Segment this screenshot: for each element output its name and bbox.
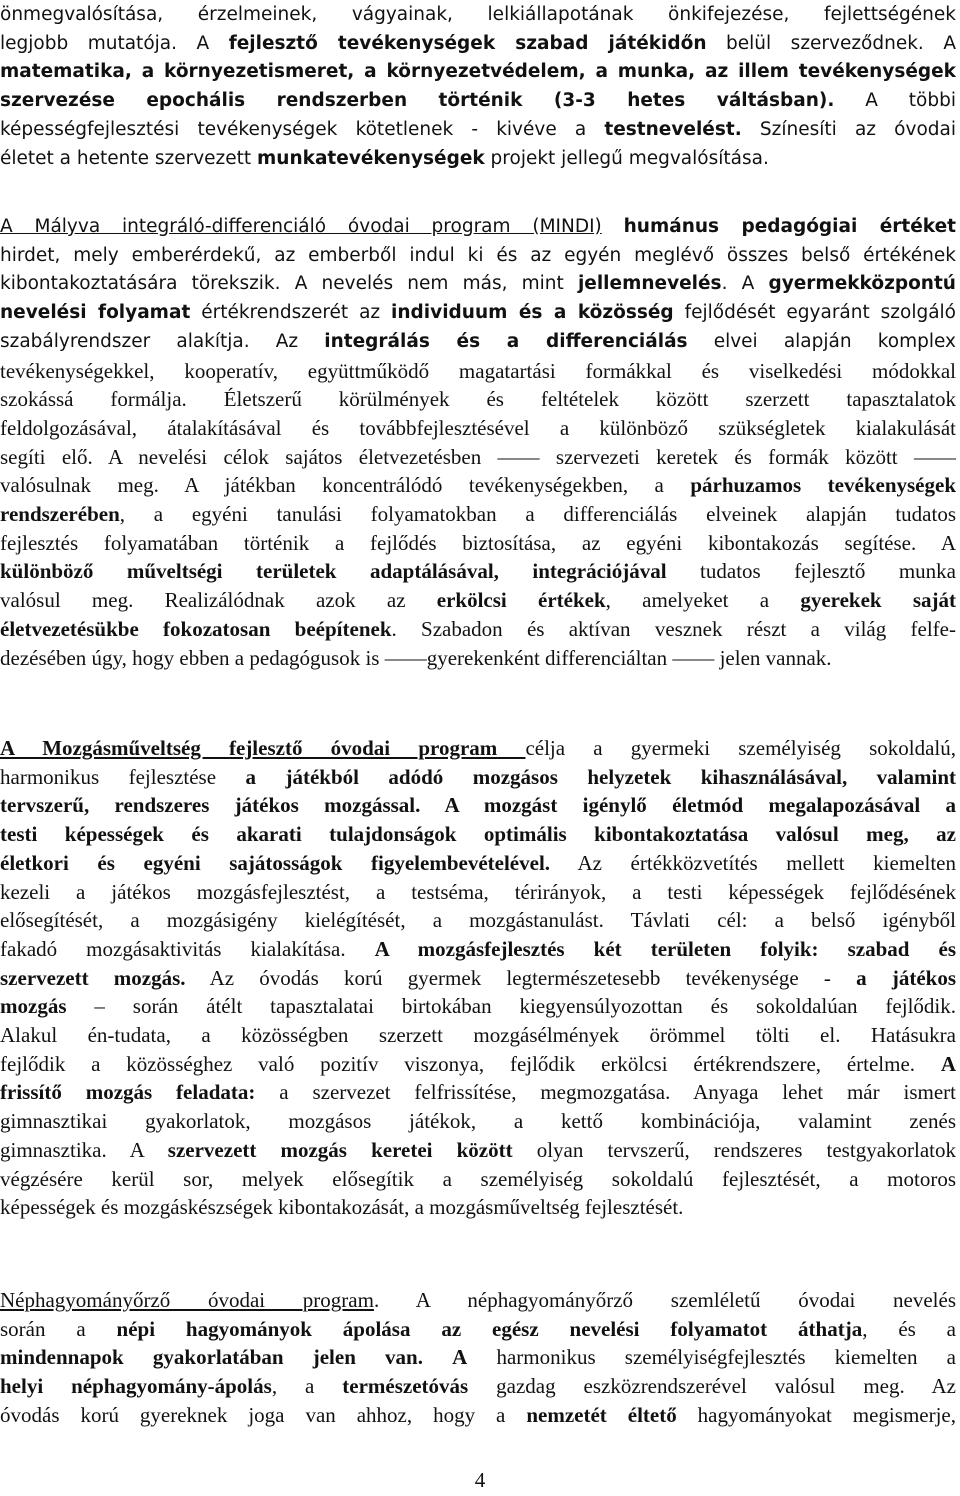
text-line	[0, 733, 956, 763]
text-run: legjobb mutatója. A	[0, 32, 229, 54]
text-line	[0, 1342, 956, 1372]
bold-text: testnevelést.	[604, 118, 742, 140]
text-line	[0, 0, 956, 30]
text-line	[0, 86, 956, 116]
text-line	[0, 819, 956, 849]
text-run: fejlődik a közösséghez való pozitív viszonya, fejlődik erkölcsi értékrendszere, értelme.	[0, 1051, 941, 1076]
bold-text: gyermekközpontú	[768, 273, 956, 295]
text-line	[0, 269, 956, 299]
text-run: , a egyéni tanulási folyamatokban a differenciálás elveinek alapján tudatos	[119, 502, 956, 526]
bold-text: rendszerében	[0, 502, 120, 526]
text-line	[0, 413, 956, 443]
page-number: 4	[474, 1468, 486, 1492]
text-line	[0, 327, 956, 357]
bold-text: testi képességek és akarati tulajdonságok optimális kibontakoztatása valósul meg, az	[0, 822, 956, 847]
text-run: fejlődését egyaránt szolgáló	[673, 302, 956, 324]
text-run: hirdet, mely emberérdekű, az emberből indul ki és az egyén meglévő összes belső értékének	[0, 244, 956, 266]
text-run: gimnasztikai gyakorlatok, mozgásos játékok, a kettő kombinációja, valamint zenés	[0, 1109, 956, 1134]
bold-text: szervezett mozgás.	[0, 965, 186, 990]
bold-text: humánus pedagógiai értéket	[623, 216, 956, 237]
bold-text: matematika, a környezetismeret, a környezetvédelem, a munka, az illem tevékenységek	[0, 61, 956, 83]
text-line	[0, 905, 956, 935]
text-run: dezésében úgy, hogy ebben a pedagógusok is ——gyerekenként differenciáltan —— jelen vannak.	[0, 645, 832, 670]
text-line	[0, 1164, 956, 1194]
text-run: gimnasztika. A	[0, 1137, 168, 1162]
bold-text: jellemnevelés	[577, 273, 722, 295]
bold-text: népi hagyományok ápolása az egész nevelési folyamatot áthatja	[116, 1316, 863, 1341]
text-run: gazdag eszközrendszerével valósul meg. Az	[468, 1374, 956, 1399]
text-run: A többi	[834, 90, 956, 112]
bold-text: a játékos	[856, 965, 956, 990]
text-run: fakadó mozgásaktivitás kialakítása.	[0, 936, 375, 961]
text-line	[0, 556, 956, 586]
text-run: segíti elő. A nevelési célok sajátos életvezetésben —— szervezeti keretek és formák között ——	[0, 444, 956, 469]
bold-text: A mozgásfejlesztés két területen folyik: szabad és	[374, 936, 956, 961]
text-line	[0, 212, 956, 242]
text-run: során a	[0, 1316, 117, 1341]
bold-text: erkölcsi értékek	[436, 588, 606, 613]
text-run: valósulnak meg. A játékban koncentrálódó tevékenységekben, a	[0, 473, 691, 498]
text-run: projekt jellegű megvalósítása.	[484, 147, 769, 169]
text-line	[0, 1135, 956, 1165]
text-run: Színesíti az óvodai	[741, 118, 956, 140]
text-run: életet a hetente szervezett	[0, 147, 258, 169]
text-run: . A néphagyományőrző szemléletű óvodai nevelés	[373, 1288, 956, 1312]
underlined-text: A Mályva integráló-differenciáló óvodai program (MINDI)	[0, 216, 602, 237]
bold-text: munkatevékenységek	[257, 147, 485, 169]
text-run: hagyományokat megismerje,	[676, 1402, 956, 1427]
text-run: szokássá formálja. Életszerű körülmények és feltételek között szerzett tapasztalatok	[0, 387, 956, 412]
text-line	[0, 1020, 956, 1050]
bold-text: frissítő mozgás feladata:	[0, 1080, 256, 1105]
text-run: feldolgozásával, átalakításával és továbbfejlesztésével a különböző szükségletek kialakulását	[0, 415, 956, 440]
text-run: olyan tervszerű, rendszeres testgyakorlatok	[512, 1137, 956, 1162]
text-run: – során átélt tapasztalatai birtokában kiegyensúlyozottan és sokoldalúan fejlődik.	[66, 994, 956, 1019]
text-line	[0, 499, 956, 529]
bold-text: szervezett mozgás keretei között	[167, 1137, 513, 1162]
bold-text: szervezése epochális rendszerben történik (3-3 hetes váltásban).	[0, 90, 835, 112]
text-run: Az értékközvetítés mellett kiemelten	[550, 850, 956, 875]
text-run: tevékenységekkel, kooperatív, együttműködő magatartási formákkal és viselkedési módokkal	[0, 358, 956, 383]
text-run: . Szabadon és aktívan vesznek részt a világ felfe-	[391, 616, 956, 641]
text-line	[0, 614, 956, 644]
text-line	[0, 356, 956, 386]
text-run: kezeli a játékos mozgásfejlesztést, a testséma, térirányok, a testi képességek fejlődésének	[0, 879, 956, 904]
text-line	[0, 991, 956, 1021]
bold-text: individuum és a közösség	[391, 302, 674, 324]
text-line	[0, 963, 956, 993]
text-line	[0, 384, 956, 414]
text-run: kibontakoztatására törekszik. A nevelés nem más, mint	[0, 273, 578, 295]
text-line	[0, 1077, 956, 1107]
text-run: Az óvodás korú gyermek legtermészetesebb tevékenysége -	[185, 965, 857, 990]
bold-text: fejlesztő tevékenységek szabad játékidőn	[228, 32, 707, 54]
text-run: harmonikus személyiségfejlesztés kiemelten a	[467, 1345, 956, 1370]
bold-text: A Mozgásműveltség fejlesztő óvodai program	[0, 736, 526, 760]
bold-text: mindennapok gyakorlatában jelen van.	[0, 1345, 423, 1370]
text-line	[0, 298, 956, 328]
text-line	[0, 144, 956, 174]
text-run: elősegítését, a mozgásigény kielégítését, a mozgástanulást. Távlati cél: a belső igényből	[0, 908, 956, 933]
text-line	[0, 442, 956, 472]
bold-text: életvezetésükbe fokozatosan beépítenek	[0, 616, 392, 641]
text-line	[0, 1192, 956, 1222]
bold-text: nemzetét éltető	[526, 1402, 677, 1427]
text-run: a szervezet felfrissítése, megmozgatása. Anyaga lehet már ismert	[255, 1080, 956, 1105]
text-line	[0, 934, 956, 964]
text-run: célja a gyermeki személyiség sokoldalú,	[525, 736, 956, 760]
text-line	[0, 1285, 956, 1315]
underlined-text: Néphagyományőrző óvodai program	[0, 1288, 374, 1312]
bold-text: integrálás és a differenciálás	[324, 330, 688, 352]
text-line	[0, 29, 956, 59]
text-line	[0, 57, 956, 87]
bold-text: a játékból adódó mozgásos helyzetek kihasználásával, valamint	[245, 764, 956, 789]
bold-text: különböző műveltségi területek adaptálásával, integrációjával	[0, 559, 667, 584]
text-line	[0, 1049, 956, 1079]
bold-text: helyi néphagyomány-ápolás	[0, 1374, 272, 1399]
text-run	[602, 216, 624, 237]
text-run: , a	[271, 1374, 343, 1399]
text-line	[0, 115, 956, 145]
text-run: önmegvalósítása, érzelmeinek, vágyainak, lelkiállapotának önkifejezése, fejlettségének	[0, 4, 956, 25]
text-line	[0, 848, 956, 878]
text-line	[0, 1371, 956, 1401]
text-run: elvei alapján komplex	[687, 330, 956, 352]
text-run: belül szerveződnek. A	[706, 32, 956, 54]
bold-text: mozgás	[0, 994, 67, 1019]
text-line	[0, 241, 956, 271]
bold-text: A	[452, 1345, 468, 1370]
bold-text: tervszerű, rendszeres játékos mozgással. A mozgást igénylő életmód megalapozásával a	[0, 793, 956, 818]
text-run: . A	[721, 273, 769, 295]
text-line	[0, 528, 956, 558]
text-run: képességfejlesztési tevékenységek kötetlenek - kivéve a	[0, 118, 605, 140]
text-run: értékrendszerét az	[190, 302, 392, 324]
bold-text: párhuzamos tevékenységek	[690, 473, 956, 498]
text-run: harmonikus fejlesztése	[0, 764, 246, 789]
text-run: szabályrendszer alakítja. Az	[0, 330, 325, 352]
text-run: tudatos fejlesztő munka	[666, 559, 957, 584]
text-line	[0, 762, 956, 792]
text-run: Alakul én-tudata, a közösségben szerzett mozgásélmények örömmel tölti el. Hatásukra	[0, 1023, 956, 1047]
text-line	[0, 877, 956, 907]
bold-text: gyerekek saját	[800, 588, 957, 613]
text-line	[0, 1400, 956, 1430]
bold-text: természetóvás	[342, 1374, 469, 1399]
text-run: , amelyeket a	[605, 588, 801, 613]
bold-text: nevelési folyamat	[0, 302, 191, 324]
text-run	[423, 1345, 452, 1369]
text-line	[0, 1106, 956, 1136]
text-line	[0, 585, 956, 615]
text-line	[0, 790, 956, 820]
text-line	[0, 643, 956, 673]
text-run: óvodás korú gyereknek joga van ahhoz, hogy a	[0, 1402, 527, 1427]
text-run: fejlesztés folyamatában történik a fejlődés biztosítása, az egyéni kibontakozás segítése. A	[0, 530, 956, 555]
text-line	[0, 1314, 956, 1344]
text-run: végzésére kerül sor, melyek elősegítik a személyiség sokoldalú fejlesztését, a motoros	[0, 1166, 956, 1191]
text-run: valósul meg. Realizálódnak azok az	[0, 588, 437, 613]
bold-text: életkori és egyéni sajátosságok figyelembevételével.	[0, 850, 551, 875]
text-line	[0, 470, 956, 500]
text-run: , és a	[862, 1316, 956, 1341]
bold-text: A	[940, 1051, 956, 1076]
text-run: képességek és mozgáskészségek kibontakozását, a mozgásműveltség fejlesztését.	[0, 1195, 684, 1220]
